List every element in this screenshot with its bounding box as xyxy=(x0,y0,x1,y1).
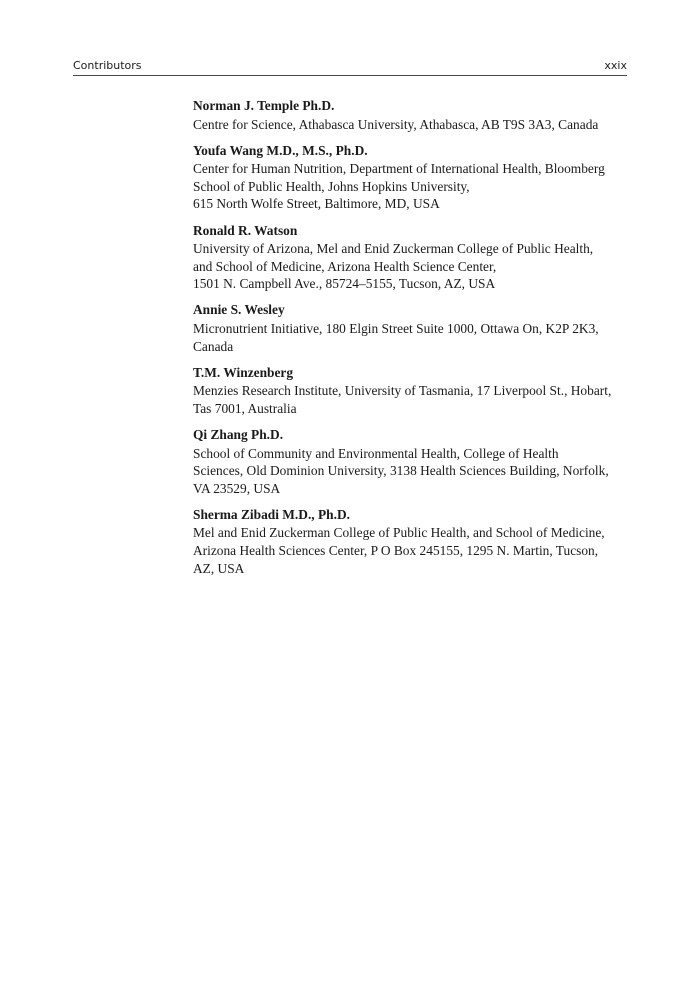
running-header xyxy=(73,57,627,76)
contributor-list xyxy=(193,97,633,586)
contributor-address-line: AZ, USA xyxy=(193,560,245,576)
contributor-entry xyxy=(193,97,633,133)
contributor-name: Qi Zhang Ph.D. xyxy=(193,427,284,442)
contributor-entry xyxy=(193,364,633,418)
contributor-entry xyxy=(193,142,633,213)
contributor-address-line: Micronutrient Initiative, 180 Elgin Street Suite 1000, Ottawa On, K2P 2K3, xyxy=(193,321,599,337)
contributor-name: Norman J. Temple Ph.D. xyxy=(193,98,335,113)
contributor-address-line: Tas 7001, Australia xyxy=(193,400,297,416)
contributor-address-line: University of Arizona, Mel and Enid Zuckerman College of Public Health, xyxy=(193,241,594,257)
contributor-entry xyxy=(193,301,633,355)
contributor-address-line: Sciences, Old Dominion University, 3138 Health Sciences Building, Norfolk, xyxy=(193,463,609,479)
contributor-address-line: and School of Medicine, Arizona Health Science Center, xyxy=(193,258,497,274)
contributor-address-line: School of Community and Environmental Health, College of Health xyxy=(193,445,559,461)
contributor-name: Sherma Zibadi M.D., Ph.D. xyxy=(193,506,350,522)
contributor-address-line: School of Public Health, Johns Hopkins University, xyxy=(193,178,470,194)
contributor-entry xyxy=(193,222,633,293)
contributor-address-line: Menzies Research Institute, University of Tasmania, 17 Liverpool St., Hobart, xyxy=(193,383,612,399)
contributor-address-line: 1501 N. Campbell Ave., 85724–5155, Tucson, AZ, USA xyxy=(193,276,496,292)
contributor-entry xyxy=(193,426,633,497)
contributor-address-line: 615 North Wolfe Street, Baltimore, MD, USA xyxy=(193,196,440,212)
contributor-address-line: Arizona Health Sciences Center, P O Box 245155, 1295 N. Martin, Tucson, xyxy=(193,543,599,559)
contributor-entry xyxy=(193,506,633,577)
contributor-address-line: VA 23529, USA xyxy=(193,480,281,496)
contributor-name: Ronald R. Watson xyxy=(193,222,298,238)
contributor-address-line: Centre for Science, Athabasca University, Athabasca, AB T9S 3A3, Canada xyxy=(193,116,599,132)
contributor-name: Youfa Wang M.D., M.S., Ph.D. xyxy=(193,142,368,158)
section-title: Contributors xyxy=(73,59,142,72)
page-number: xxix xyxy=(604,59,627,72)
contributor-name: T.M. Winzenberg xyxy=(193,364,294,380)
contributor-address-line: Center for Human Nutrition, Department of International Health, Bloomberg xyxy=(193,161,605,177)
contributor-address-line: Canada xyxy=(193,338,234,354)
contributor-address-line: Mel and Enid Zuckerman College of Public Health, and School of Medicine, xyxy=(193,525,605,541)
contributor-name: Annie S. Wesley xyxy=(193,302,285,318)
